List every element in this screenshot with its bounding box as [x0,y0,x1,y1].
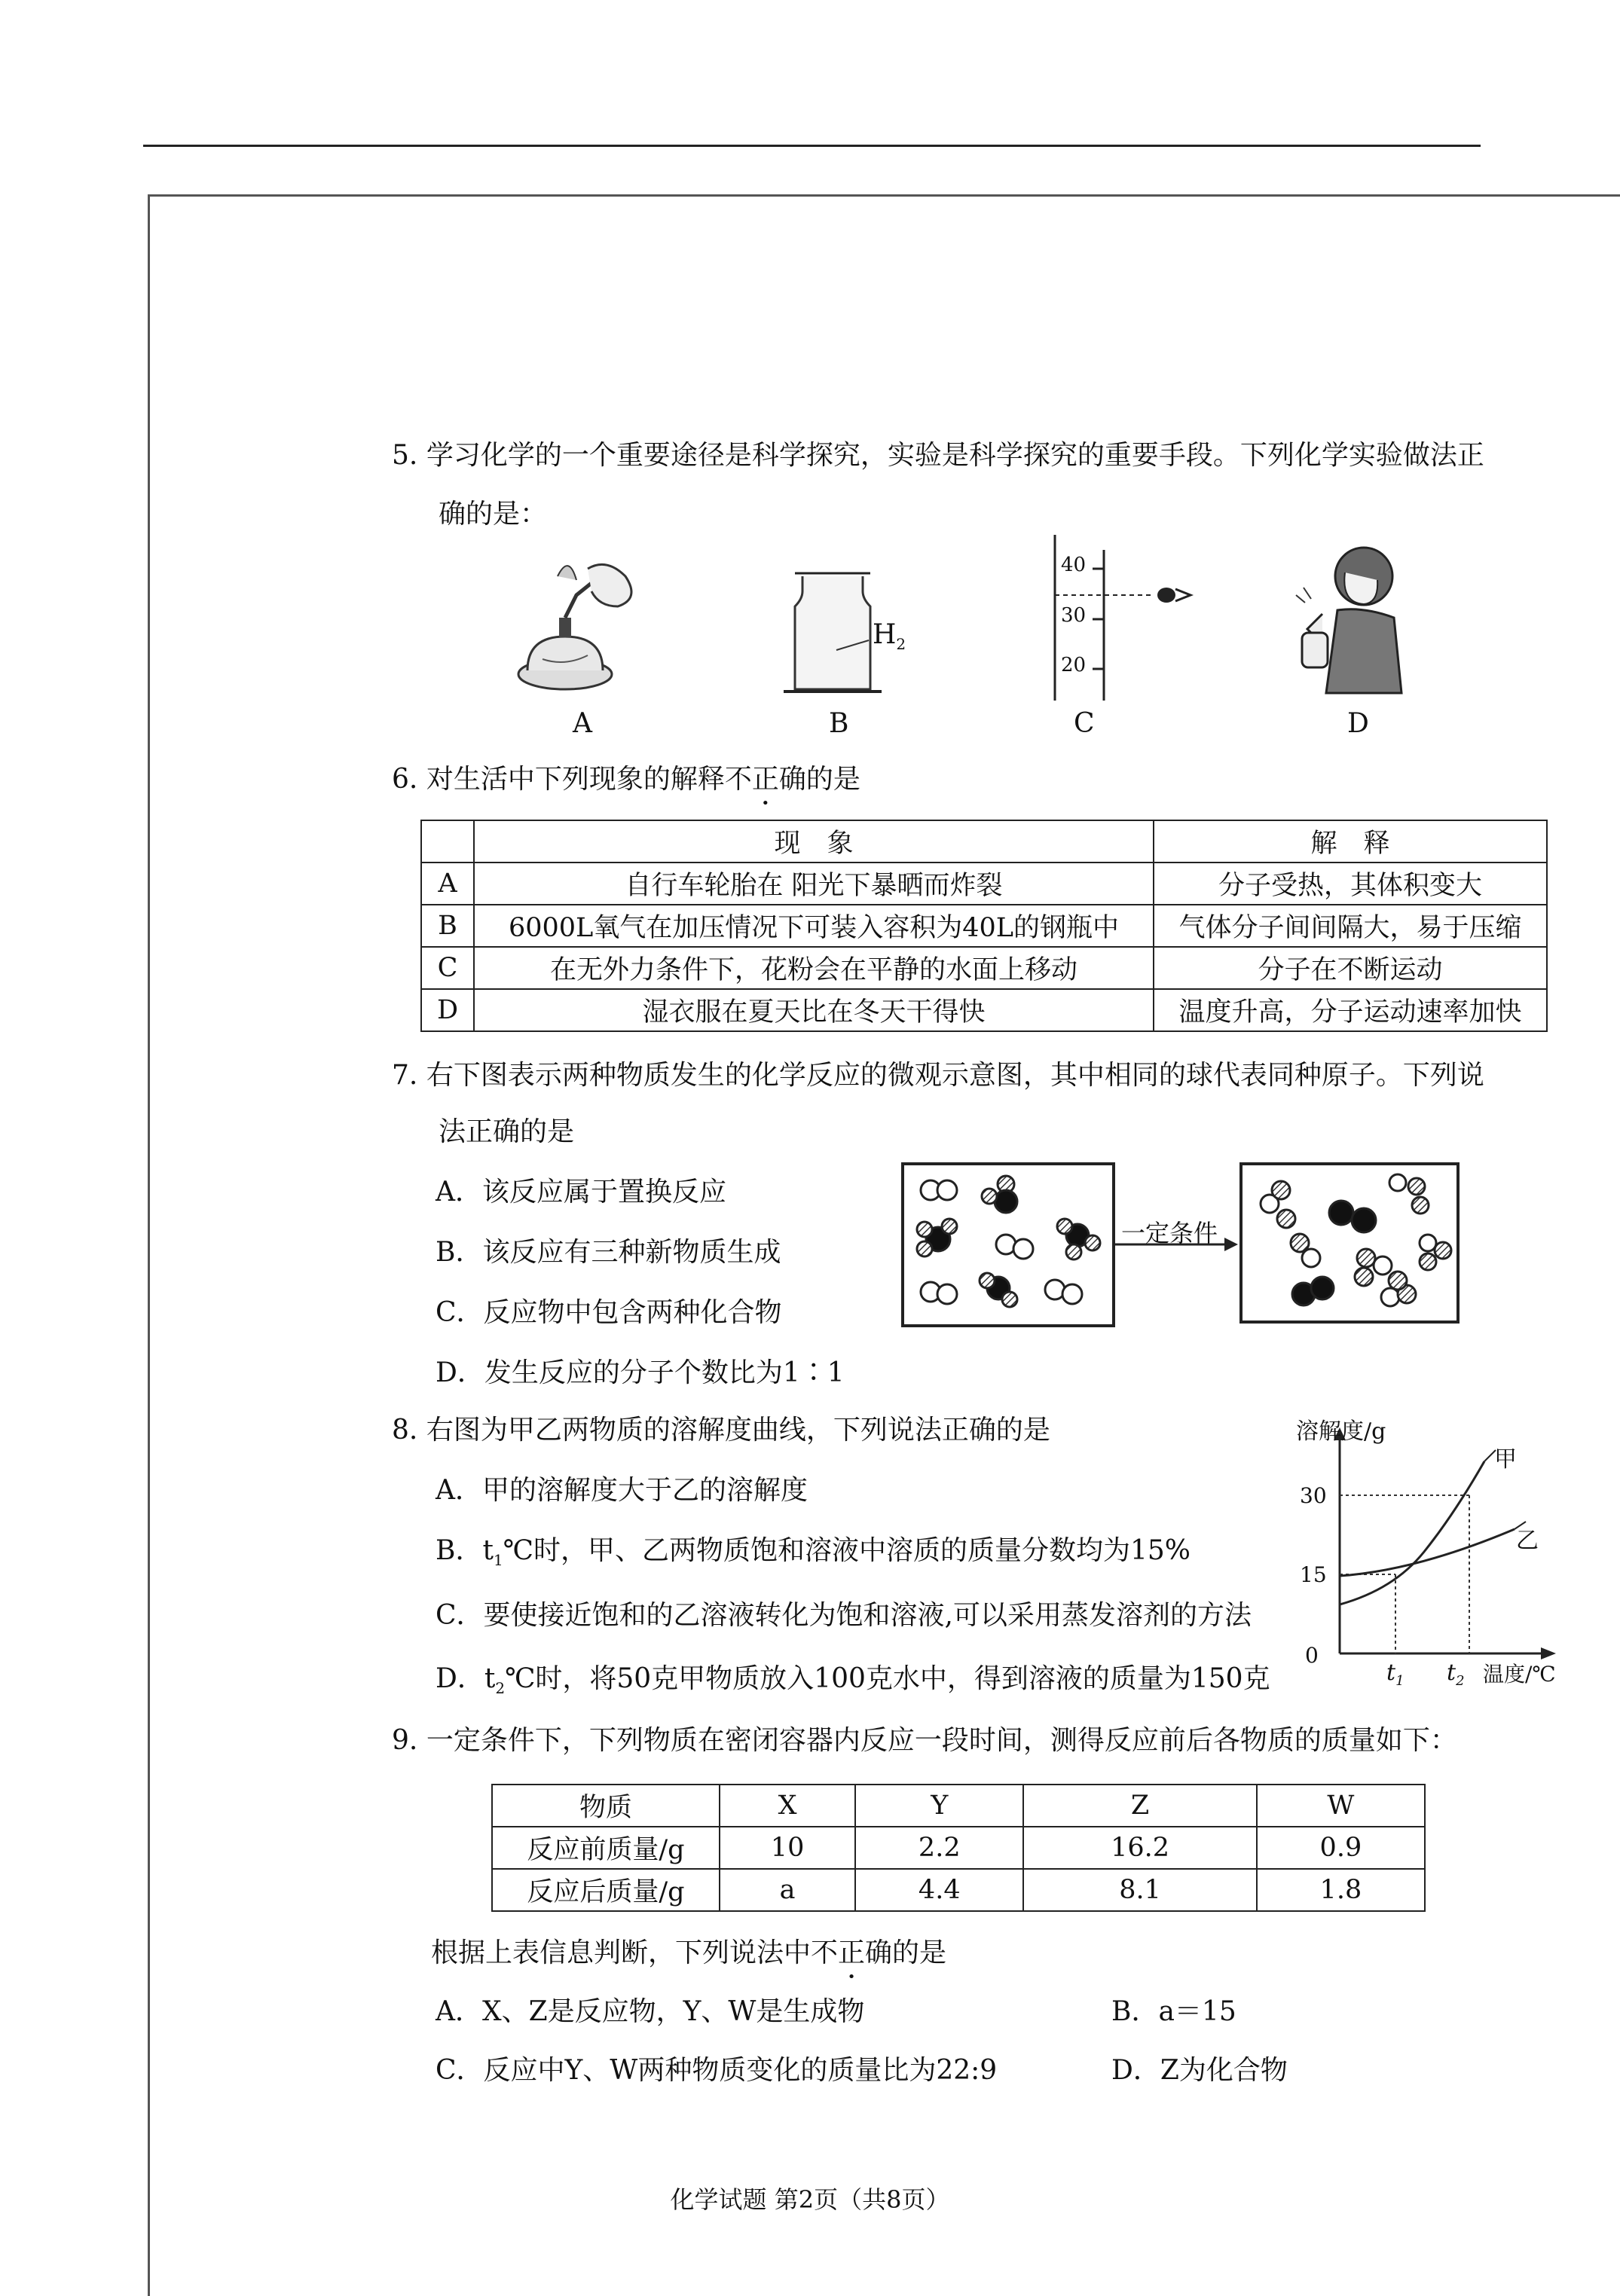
graph-x-label: 温度/℃ [1483,1662,1556,1687]
tick-40: 40 [1061,554,1087,576]
q6-line: 6. 对生活中下列现象的解释不正确的是 [392,764,860,795]
q9-emphasis: 不正确 [811,1937,893,1968]
q9-line1: 9. 一定条件下，下列物质在密闭容器内反应一段时间，测得反应前后各物质的质量如下： [392,1725,1457,1756]
q9-judge-line: 根据上表信息判断，下列说法中不正确的是 [431,1937,947,1968]
table-row: A 自行车轮胎在 阳光下暴晒而炸裂 分子受热，其体积变大 [421,863,1547,905]
graph-y-15: 15 [1300,1562,1327,1587]
curve-jia [1340,1461,1484,1604]
graph-y-label: 溶解度/g [1296,1418,1386,1445]
table-row: 反应后质量/g a 4.4 8.1 1.8 [492,1869,1425,1911]
q7-option-c: C．反应物中包含两种化合物 [436,1297,782,1328]
label-a: A [573,708,592,739]
q7-number: 7. [392,1060,418,1091]
q9-number: 9. [392,1725,418,1756]
gas-jar-figure-b [780,569,931,704]
q9-option-b: B．a＝15 [1111,1996,1236,2027]
q8-line1: 8. 右图为甲乙两物质的溶解度曲线，下列说法正确的是 [392,1415,1050,1446]
q5-line1 [392,438,1484,473]
graph-y-30: 30 [1300,1483,1327,1508]
q6-table [420,820,1548,1032]
q9-option-a: A．X、Z是反应物，Y、W是生成物 [436,1996,865,2027]
q7-line2: 法正确的是 [439,1116,575,1147]
q7-option-a: A．该反应属于置换反应 [436,1177,726,1208]
q8-option-b: B．$t_1℃$时，甲、乙两物质饱和溶液中溶质的质量分数均为15% [436,1535,1191,1570]
tick-30: 30 [1061,604,1087,627]
q5-line2: 确的是： [439,499,548,530]
page-footer: 化学试题 第2页（共8页） [670,2185,950,2214]
q9-option-c: C．反应中Y、W两种物质变化的质量比为22:9 [436,2055,998,2086]
q5-number: 5. [392,440,418,471]
q8-option-c: C．要使接近饱和的乙溶液转化为饱和溶液,可以采用蒸发溶剂的方法 [436,1600,1252,1631]
arrow-label: 一定条件 [1121,1219,1218,1247]
q7-option-b: B．该反应有三种新物质生成 [436,1237,781,1268]
lamp-figure-a [512,561,663,697]
q7-option-d: D．发生反应的分子个数比为1∶1 [436,1357,845,1388]
header-rule [143,145,1481,147]
smelling-figure-d [1281,542,1417,693]
q9-table [491,1784,1426,1912]
graph-origin: 0 [1305,1643,1319,1668]
table-row: C 在无外力条件下，花粉会在平静的水面上移动 分子在不断运动 [421,947,1547,989]
q6-emphasis: 不正确 [724,764,806,795]
tick-20: 20 [1061,654,1087,676]
graph-t2: $t_2$ [1447,1659,1465,1689]
table-header-row: 物质 X Y Z W [492,1785,1425,1827]
q8-option-a: A．甲的溶解度大于乙的溶解度 [436,1475,808,1506]
table-corner [421,820,474,863]
label-b: B [829,708,849,739]
label-c: C [1074,708,1095,739]
q6-number: 6. [392,764,418,795]
table-row: 反应前质量/g 10 2.2 16.2 0.9 [492,1827,1425,1869]
table-row: D 湿衣服在夏天比在冬天干得快 温度升高，分子运动速率加快 [421,989,1547,1031]
table-header-row [421,820,1547,863]
series-yi: 乙 [1516,1528,1539,1554]
q5-text1: 学习化学的一个重要途径是科学探究，实验是科学探究的重要手段。下列化学实验做法正 [426,440,1484,471]
q8-number: 8. [392,1415,418,1446]
label-d: D [1347,708,1369,739]
curve-yi [1340,1529,1515,1576]
header-phenomenon: 现 象 [474,820,1154,863]
header-explanation: 解 释 [1154,820,1547,863]
q7-line1: 7. 右下图表示两种物质发生的化学反应的微观示意图，其中相同的球代表同种原子。下列说 [392,1060,1484,1091]
graph-t1: $t_1$ [1386,1659,1405,1689]
series-jia: 甲 [1494,1446,1517,1473]
table-row: B 6000L氧气在加压情况下可装入容积为40L的钢瓶中 气体分子间间隔大，易于压缩 [421,905,1547,947]
bottle-label: $H_2$ [873,619,906,654]
q8-option-d: D．$t_2℃$时，将50克甲物质放入100克水中，得到溶液的质量为150克 [436,1663,1270,1698]
q9-option-d: D．Z为化合物 [1111,2055,1288,2086]
